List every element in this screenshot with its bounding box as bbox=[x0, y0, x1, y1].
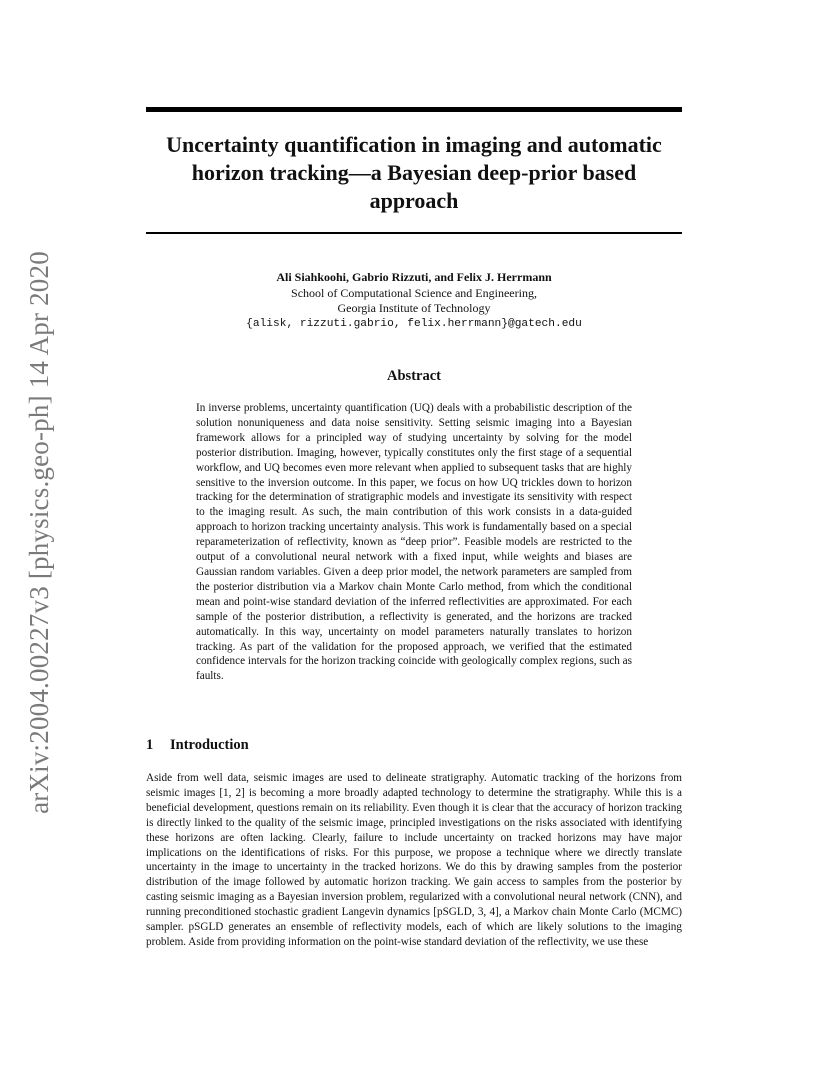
affiliation-line-2: Georgia Institute of Technology bbox=[337, 301, 491, 315]
introduction-text: Aside from well data, seismic images are used to delineate stratigraphy. Automatic tracking of the horizons from seismic images [1, 2] is becoming a more broadly adapted technology to determine the stratigraphy. While this is a beneficial development, questions remain on its reliability. Even though it is clear that the accuracy of horizon tracking is directly linked to the quality of the seismic image, principled investigations on the risks associated with identifying these horizons are often lacking. Clearly, failure to include uncertainty on tracked horizons may have major implications on the identifications of risks. For this purpose, we propose a technique where we directly translate uncertainty in the image to uncertainty in the tracked horizons. We do this by drawing samples from the posterior distribution of the image followed by automatic horizon tracking. We gain access to samples from the posterior by casting seismic imaging as a Bayesian inversion problem, regularized with a convolutional neural network (CNN), and running preconditioned stochastic gradient Langevin dynamics [pSGLD, 3, 4], a Markov chain Monte Carlo (MCMC) sampler. pSGLD generates an ensemble of reflectivity models, each of which are likely solutions to the imaging problem. Aside from providing information on the point-wise standard deviation of the reflectivity, we use these bbox=[146, 772, 682, 948]
arxiv-identifier: arXiv:2004.00227v3 [physics.geo-ph] 14 Apr 2020 bbox=[23, 250, 54, 814]
author-names: Ali Siahkoohi, Gabrio Rizzuti, and Felix J. Herrmann bbox=[276, 270, 552, 284]
paper-title: Uncertainty quantification in imaging and automatic horizon tracking—a Bayesian deep-prior based approach bbox=[166, 132, 662, 213]
arxiv-identifier-sidebar bbox=[18, 246, 60, 818]
abstract-heading: Abstract bbox=[387, 368, 441, 384]
title-bottom-rule bbox=[146, 232, 682, 234]
section-number: 1 bbox=[146, 737, 154, 753]
section-heading-introduction bbox=[146, 737, 682, 754]
abstract-text: In inverse problems, uncertainty quantification (UQ) deals with a probabilistic description of the solution nonuniqueness and data noise sensitivity. Setting seismic imaging into a Bayesian framework allows for a principled way of studying uncertainty by solving for the model posterior distribution. Imaging, however, typically constitutes only the first stage of a sequential workflow, and UQ becomes even more relevant when applied to subsequent tasks that are highly sensitive to the inversion outcome. In this paper, we focus on how UQ trickles down to horizon tracking for the determination of stratigraphic models and investigate its sensitivity with respect to the imaging result. As such, the main contribution of this work consists in a data-guided approach to horizon tracking uncertainty analysis. This work is fundamentally based on a special reparameterization of reflectivity, known as “deep prior”. Feasible models are restricted to the output of a convolutional neural network with a fixed input, while weights and biases are Gaussian random variables. Given a deep prior model, the network parameters are sampled from the posterior distribution via a Markov chain Monte Carlo method, from which the conditional mean and point-wise standard deviation of the inferred reflectivities are approximated. For each sample of the posterior distribution, a reflectivity is generated, and the horizons are tracked automatically. In this way, uncertainty on model parameters naturally translates to horizon tracking. As part of the validation for the proposed approach, we verified that the estimated confidence intervals for the horizon tracking coincide with geologically complex regions, such as faults. bbox=[196, 402, 632, 683]
title-top-rule bbox=[146, 107, 682, 112]
section-title: Introduction bbox=[170, 737, 249, 753]
author-block bbox=[146, 270, 682, 332]
author-emails: {alisk, rizzuti.gabrio, felix.herrmann}@gatech.edu bbox=[246, 317, 582, 330]
affiliation-line-1: School of Computational Science and Engineering, bbox=[291, 285, 537, 300]
